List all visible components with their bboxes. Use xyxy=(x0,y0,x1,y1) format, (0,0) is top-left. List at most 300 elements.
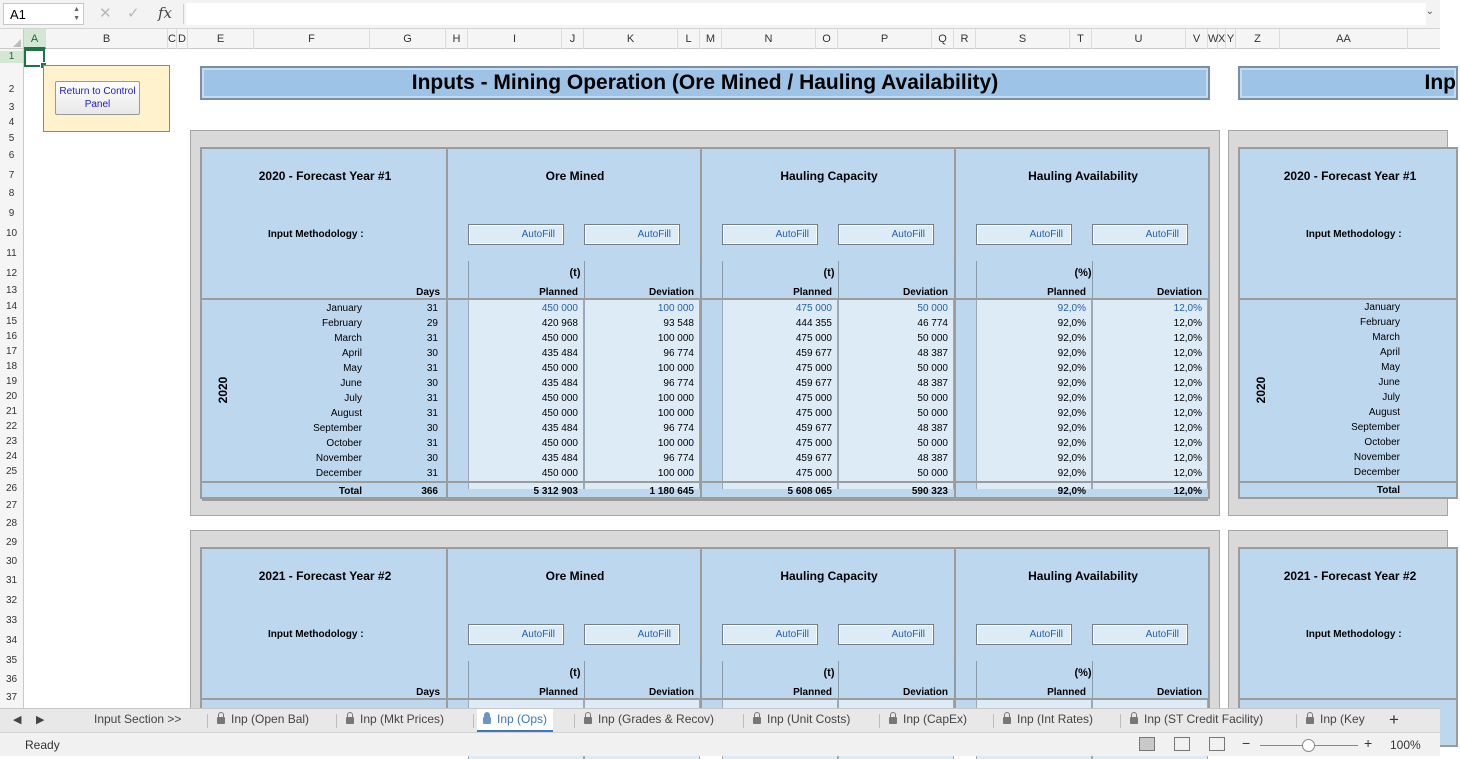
value-cell[interactable]: 450 000 xyxy=(541,393,578,404)
days-value: 31 xyxy=(426,303,438,314)
row-header-9[interactable]: 9 xyxy=(8,208,15,219)
column-header-v[interactable]: V xyxy=(1186,29,1208,49)
column-header-a[interactable]: A xyxy=(24,29,46,49)
deviation-header: Deviation xyxy=(1156,287,1202,298)
total-value: 5 312 903 xyxy=(533,486,578,497)
value-cell[interactable]: 450 000 xyxy=(541,363,578,374)
header-divider xyxy=(1092,661,1093,699)
sheet-tab-inp-int-rates[interactable] xyxy=(997,709,1099,732)
value-cell[interactable]: 92,0% xyxy=(1057,408,1086,419)
row-header-31[interactable]: 31 xyxy=(5,575,18,586)
value-cell[interactable]: 459 677 xyxy=(795,378,832,389)
column-header-n[interactable]: N xyxy=(722,29,816,49)
days-value: 30 xyxy=(426,348,438,359)
input-methodology-label: Input Methodology : xyxy=(268,629,364,640)
value-cell[interactable]: 12,0% xyxy=(1173,348,1202,359)
value-cell[interactable]: 92,0% xyxy=(1057,318,1086,329)
deviation-header: Deviation xyxy=(902,287,948,298)
input-cell[interactable]: 100 000 xyxy=(657,303,694,314)
section-title-hauling-capacity: Hauling Capacity xyxy=(780,569,878,583)
next-sheet-icon[interactable]: ▶ xyxy=(36,714,45,726)
lock-icon xyxy=(889,717,897,724)
zoom-level: 100% xyxy=(1390,738,1421,752)
sheet-tab-label: Inp (Open Bal) xyxy=(231,712,310,726)
input-methodology-label: Input Methodology : xyxy=(1306,229,1402,240)
column-header-e[interactable]: E xyxy=(188,29,254,49)
row-header-37[interactable]: 37 xyxy=(5,692,18,703)
row-header-15[interactable]: 15 xyxy=(5,316,18,327)
autofill-button[interactable]: AutoFill xyxy=(1092,224,1188,245)
row-header-26[interactable]: 26 xyxy=(5,483,18,494)
row-header-21[interactable]: 21 xyxy=(5,406,18,417)
column-header-l[interactable]: L xyxy=(678,29,700,49)
input-cell[interactable]: 50 000 xyxy=(917,303,948,314)
forecast-year-title: 2021 - Forecast Year #2 xyxy=(258,569,392,583)
column-header-m[interactable]: M xyxy=(700,29,722,49)
zoom-out-icon[interactable]: − xyxy=(1242,735,1251,751)
column-header-j[interactable]: J xyxy=(562,29,584,49)
month-label: March xyxy=(1372,332,1400,343)
row-header-6[interactable]: 6 xyxy=(8,150,15,161)
tab-separator xyxy=(473,714,474,728)
row-header-13[interactable]: 13 xyxy=(5,285,18,296)
value-cell[interactable]: 100 000 xyxy=(657,333,694,344)
row-header-11[interactable]: 11 xyxy=(6,248,17,259)
sheet-tab-inp-ops[interactable] xyxy=(477,709,553,732)
value-cell[interactable]: 475 000 xyxy=(795,393,832,404)
row-header-3[interactable]: 3 xyxy=(8,102,15,113)
add-sheet-icon[interactable]: + xyxy=(1389,710,1399,729)
row-header-27[interactable]: 27 xyxy=(5,500,18,511)
value-cell[interactable]: 50 000 xyxy=(917,333,948,344)
value-cell[interactable]: 100 000 xyxy=(657,363,694,374)
column-header-aa[interactable]: AA xyxy=(1280,29,1408,49)
month-label: October xyxy=(1364,437,1400,448)
header-divider xyxy=(1208,661,1209,699)
month-label: July xyxy=(1382,392,1400,403)
value-cell[interactable]: 100 000 xyxy=(657,393,694,404)
month-label: September xyxy=(313,423,362,434)
value-cell[interactable]: 459 677 xyxy=(795,348,832,359)
column-header-r[interactable]: R xyxy=(954,29,976,49)
autofill-button[interactable]: AutoFill xyxy=(722,624,818,645)
sheet-tab-label: Inp (CapEx) xyxy=(903,712,968,726)
days-header: Days xyxy=(416,287,440,298)
input-cell[interactable]: 12,0% xyxy=(1173,303,1202,314)
value-cell[interactable]: 450 000 xyxy=(541,468,578,479)
function-icon[interactable]: fx xyxy=(158,4,173,22)
column-header-f[interactable]: F xyxy=(254,29,370,49)
row-header-7[interactable]: 7 xyxy=(8,170,15,181)
forecast-year-1-table xyxy=(200,147,1210,499)
days-value: 31 xyxy=(426,393,438,404)
value-cell[interactable]: 48 387 xyxy=(917,348,948,359)
name-box[interactable] xyxy=(3,3,84,25)
value-cell[interactable]: 92,0% xyxy=(1057,438,1086,449)
section-title-hauling-capacity: Hauling Capacity xyxy=(780,169,878,183)
value-cell[interactable]: 48 387 xyxy=(917,423,948,434)
value-cell[interactable]: 96 774 xyxy=(663,378,694,389)
total-rule xyxy=(202,481,1208,483)
unit-label: (t) xyxy=(569,267,581,279)
month-label: December xyxy=(315,468,362,479)
tab-separator xyxy=(993,714,994,728)
sheet-tab-label: Inp (Ops) xyxy=(497,712,548,726)
value-cell[interactable]: 46 774 xyxy=(917,318,948,329)
header-rule xyxy=(1240,298,1456,300)
planned-header: Planned xyxy=(539,687,578,698)
header-divider xyxy=(468,261,469,299)
value-cell[interactable]: 50 000 xyxy=(917,468,948,479)
tab-separator xyxy=(879,714,880,728)
value-cell[interactable]: 475 000 xyxy=(795,363,832,374)
sheet-tab-label: Inp (Key xyxy=(1320,712,1365,726)
total-value: 1 180 645 xyxy=(649,486,694,497)
value-cell[interactable]: 12,0% xyxy=(1173,453,1202,464)
total-value: 12,0% xyxy=(1173,486,1202,497)
column-header-y[interactable]: Y xyxy=(1226,29,1236,49)
month-label: September xyxy=(1351,422,1400,433)
table-row xyxy=(202,406,1208,421)
value-cell[interactable]: 12,0% xyxy=(1173,363,1202,374)
year-vertical-label: 2020 xyxy=(216,376,230,404)
row-header-17[interactable]: 17 xyxy=(5,346,18,357)
autofill-button[interactable]: AutoFill xyxy=(584,224,680,245)
header-divider xyxy=(838,661,839,699)
table-row xyxy=(202,376,1208,391)
worksheet-grid[interactable] xyxy=(24,49,1456,708)
row-header-12[interactable]: 12 xyxy=(5,268,18,279)
value-cell[interactable]: 12,0% xyxy=(1173,393,1202,404)
value-cell[interactable]: 12,0% xyxy=(1173,378,1202,389)
column-header-i[interactable]: I xyxy=(468,29,562,49)
value-cell[interactable]: 459 677 xyxy=(795,453,832,464)
header-divider xyxy=(954,261,955,299)
value-cell[interactable]: 50 000 xyxy=(917,408,948,419)
check-icon[interactable]: ✓ xyxy=(127,5,140,22)
unit-label: (%) xyxy=(1074,267,1092,279)
value-cell[interactable]: 93 548 xyxy=(663,318,694,329)
column-header-w[interactable]: W xyxy=(1208,29,1218,49)
row-header-16[interactable]: 16 xyxy=(5,331,18,342)
value-cell[interactable]: 92,0% xyxy=(1057,333,1086,344)
cancel-icon[interactable]: ✕ xyxy=(99,5,112,22)
row-header-1[interactable]: 1 xyxy=(0,51,23,63)
value-cell[interactable]: 92,0% xyxy=(1057,378,1086,389)
days-value: 31 xyxy=(426,408,438,419)
row-header-5[interactable]: 5 xyxy=(8,133,15,144)
row-headers xyxy=(0,49,24,708)
sheet-tab-inp-grades-recov[interactable] xyxy=(578,709,720,732)
days-value: 31 xyxy=(426,468,438,479)
value-cell[interactable]: 96 774 xyxy=(663,348,694,359)
value-cell[interactable]: 48 387 xyxy=(917,453,948,464)
select-all-corner[interactable] xyxy=(0,29,24,49)
status-bar xyxy=(0,732,1440,756)
value-cell[interactable]: 48 387 xyxy=(917,378,948,389)
value-cell[interactable]: 475 000 xyxy=(795,468,832,479)
input-cell[interactable]: 475 000 xyxy=(795,303,832,314)
unit-label: (t) xyxy=(823,267,835,279)
table-row xyxy=(202,436,1208,451)
sheet-tab-inp-st-credit-facility[interactable] xyxy=(1124,709,1269,732)
column-header-s[interactable]: S xyxy=(976,29,1070,49)
expand-formula-bar-icon[interactable]: ⌄ xyxy=(1425,6,1434,17)
row-header-29[interactable]: 29 xyxy=(5,537,18,548)
forecast-year-1-panel xyxy=(190,130,1220,516)
month-label: April xyxy=(341,348,362,359)
row-header-10[interactable]: 10 xyxy=(5,228,18,239)
total-value: 5 608 065 xyxy=(787,486,832,497)
row-header-35[interactable]: 35 xyxy=(5,655,18,666)
days-value: 30 xyxy=(426,378,438,389)
autofill-button[interactable]: AutoFill xyxy=(468,624,564,645)
value-cell[interactable]: 12,0% xyxy=(1173,438,1202,449)
planned-header: Planned xyxy=(793,287,832,298)
value-cell[interactable]: 475 000 xyxy=(795,408,832,419)
row-header-28[interactable]: 28 xyxy=(5,518,18,529)
tab-separator xyxy=(336,714,337,728)
sheet-tab-label: Inp (Unit Costs) xyxy=(767,712,851,726)
autofill-button[interactable]: AutoFill xyxy=(722,224,818,245)
section-title-hauling-availability: Hauling Availability xyxy=(1028,169,1138,183)
header-divider xyxy=(1092,261,1093,299)
value-cell[interactable]: 100 000 xyxy=(657,438,694,449)
header-divider xyxy=(468,661,469,699)
row-header-23[interactable]: 23 xyxy=(5,436,18,447)
sheet-title-right: Inp xyxy=(1424,71,1456,94)
autofill-button[interactable]: AutoFill xyxy=(838,624,934,645)
sheet-tab-label: Input Section >> xyxy=(94,712,182,726)
value-cell[interactable]: 92,0% xyxy=(1057,468,1086,479)
header-divider xyxy=(700,661,701,699)
value-cell[interactable]: 12,0% xyxy=(1173,423,1202,434)
formula-bar xyxy=(0,0,1440,29)
value-cell[interactable]: 50 000 xyxy=(917,438,948,449)
autofill-button[interactable]: AutoFill xyxy=(468,224,564,245)
value-cell[interactable]: 12,0% xyxy=(1173,408,1202,419)
row-header-4[interactable]: 4 xyxy=(8,117,15,128)
value-cell[interactable]: 92,0% xyxy=(1057,423,1086,434)
column-header-x[interactable]: X xyxy=(1218,29,1226,49)
sheet-tab-inp-open-bal[interactable] xyxy=(211,709,315,732)
value-cell[interactable]: 459 677 xyxy=(795,423,832,434)
row-header-25[interactable]: 25 xyxy=(5,466,18,477)
column-header-p[interactable]: P xyxy=(838,29,932,49)
sheet-tab-label: Inp (Mkt Prices) xyxy=(360,712,445,726)
autofill-button[interactable]: AutoFill xyxy=(976,224,1072,245)
column-header-g[interactable]: G xyxy=(370,29,446,49)
table-row xyxy=(202,421,1208,436)
column-header-q[interactable]: Q xyxy=(932,29,954,49)
column-header-k[interactable]: K xyxy=(584,29,678,49)
days-value: 29 xyxy=(426,318,438,329)
row-header-30[interactable]: 30 xyxy=(5,556,18,567)
table-row xyxy=(202,466,1208,481)
status-text: Ready xyxy=(25,738,60,752)
row-header-24[interactable]: 24 xyxy=(5,451,18,462)
month-label: February xyxy=(321,318,362,329)
row-header-20[interactable]: 20 xyxy=(5,391,18,402)
sheet-tab-label: Inp (ST Credit Facility) xyxy=(1144,712,1264,726)
value-cell[interactable]: 444 355 xyxy=(795,318,832,329)
header-divider xyxy=(1208,261,1209,299)
table-row xyxy=(202,361,1208,376)
zoom-in-icon[interactable]: + xyxy=(1364,735,1373,751)
value-cell[interactable]: 475 000 xyxy=(795,333,832,344)
column-header-b[interactable]: B xyxy=(46,29,168,49)
lock-icon xyxy=(753,717,761,724)
normal-view-icon[interactable] xyxy=(1139,737,1155,751)
column-header-h[interactable]: H xyxy=(446,29,468,49)
column-header-c[interactable]: C xyxy=(168,29,177,49)
value-cell[interactable]: 92,0% xyxy=(1057,393,1086,404)
active-cell-a1[interactable] xyxy=(24,49,45,67)
header-rule xyxy=(1240,698,1456,700)
unit-label: (t) xyxy=(569,667,581,679)
days-value: 30 xyxy=(426,423,438,434)
sheet-tab-bar xyxy=(0,708,1440,732)
month-label: June xyxy=(340,378,362,389)
row-header-14[interactable]: 14 xyxy=(5,301,18,312)
days-value: 31 xyxy=(426,333,438,344)
return-to-control-panel-button[interactable]: Return to Control Panel xyxy=(55,81,140,115)
value-cell[interactable]: 92,0% xyxy=(1057,348,1086,359)
column-header-z[interactable]: Z xyxy=(1236,29,1280,49)
month-label: August xyxy=(330,408,362,419)
autofill-button[interactable]: AutoFill xyxy=(976,624,1072,645)
month-label: February xyxy=(1359,317,1400,328)
row-header-22[interactable]: 22 xyxy=(5,421,18,432)
sheet-tab-inp-key[interactable] xyxy=(1300,709,1371,732)
sheet-title: Inputs - Mining Operation (Ore Mined / Hauling Availability) xyxy=(411,71,999,94)
lock-icon xyxy=(1003,717,1011,724)
sheet-tab-inp-unit-costs[interactable] xyxy=(747,709,856,732)
value-cell[interactable]: 100 000 xyxy=(657,408,694,419)
month-label: May xyxy=(1381,362,1400,373)
header-divider xyxy=(722,661,723,699)
tab-separator xyxy=(743,714,744,728)
value-cell[interactable]: 435 484 xyxy=(541,378,578,389)
value-cell[interactable]: 450 000 xyxy=(541,408,578,419)
zoom-slider-handle[interactable] xyxy=(1302,739,1315,752)
input-cell[interactable]: 92,0% xyxy=(1057,303,1086,314)
column-header-o[interactable]: O xyxy=(816,29,838,49)
page-break-view-icon[interactable] xyxy=(1209,737,1225,751)
autofill-button[interactable]: AutoFill xyxy=(838,224,934,245)
column-header-d[interactable]: D xyxy=(177,29,188,49)
row-header-8[interactable]: 8 xyxy=(8,188,15,199)
formula-separator xyxy=(183,4,184,24)
bottom-rule xyxy=(202,499,1208,501)
value-cell[interactable]: 420 968 xyxy=(541,318,578,329)
row-header-32[interactable]: 32 xyxy=(5,595,18,606)
row-header-34[interactable]: 34 xyxy=(5,635,18,646)
year-vertical-label: 2020 xyxy=(1254,376,1268,404)
value-cell[interactable]: 96 774 xyxy=(663,423,694,434)
row-header-2[interactable]: 2 xyxy=(8,84,15,95)
tab-separator xyxy=(207,714,208,728)
value-cell[interactable]: 100 000 xyxy=(657,468,694,479)
value-cell[interactable]: 435 484 xyxy=(541,348,578,359)
month-label: October xyxy=(326,438,362,449)
sheet-tab-inp-capex[interactable] xyxy=(883,709,973,732)
month-label: December xyxy=(1353,467,1400,478)
forecast-year-title: 2020 - Forecast Year #1 xyxy=(1283,169,1417,183)
tab-separator xyxy=(1296,714,1297,728)
autofill-button[interactable]: AutoFill xyxy=(584,624,680,645)
value-cell[interactable]: 50 000 xyxy=(917,363,948,374)
total-value: 92,0% xyxy=(1057,486,1086,497)
sheet-tab-inp-mkt-prices[interactable] xyxy=(340,709,450,732)
value-cell[interactable]: 450 000 xyxy=(541,333,578,344)
name-box-dropdown-icon[interactable]: ▲ ▼ xyxy=(73,6,80,22)
row-header-36[interactable]: 36 xyxy=(5,674,18,685)
unit-label: (%) xyxy=(1074,667,1092,679)
forecast-year-1-panel-right xyxy=(1228,130,1448,516)
header-divider xyxy=(700,261,701,299)
column-header-t[interactable]: T xyxy=(1070,29,1092,49)
row-header-33[interactable]: 33 xyxy=(5,615,18,626)
value-cell[interactable]: 96 774 xyxy=(663,453,694,464)
value-cell[interactable]: 12,0% xyxy=(1173,468,1202,479)
previous-sheet-icon[interactable]: ◀ xyxy=(13,714,22,726)
days-header: Days xyxy=(416,687,440,698)
month-label: August xyxy=(1368,407,1400,418)
header-divider xyxy=(976,261,977,299)
header-divider xyxy=(722,261,723,299)
sheet-tab-input-section[interactable] xyxy=(88,709,187,732)
value-cell[interactable]: 435 484 xyxy=(541,423,578,434)
value-cell[interactable]: 92,0% xyxy=(1057,363,1086,374)
header-divider xyxy=(584,661,585,699)
value-cell[interactable]: 435 484 xyxy=(541,453,578,464)
value-cell[interactable]: 450 000 xyxy=(541,438,578,449)
lock-icon xyxy=(584,717,592,724)
column-header-u[interactable]: U xyxy=(1092,29,1186,49)
month-label: May xyxy=(343,363,362,374)
input-cell[interactable]: 450 000 xyxy=(541,303,578,314)
column-headers xyxy=(0,29,1440,49)
header-divider xyxy=(954,661,955,699)
tab-separator xyxy=(574,714,575,728)
value-cell[interactable]: 12,0% xyxy=(1173,318,1202,329)
value-cell[interactable]: 12,0% xyxy=(1173,333,1202,344)
page-layout-view-icon[interactable] xyxy=(1174,737,1190,751)
autofill-button[interactable]: AutoFill xyxy=(1092,624,1188,645)
value-cell[interactable]: 475 000 xyxy=(795,438,832,449)
formula-input[interactable] xyxy=(186,3,1426,25)
deviation-header: Deviation xyxy=(902,687,948,698)
input-methodology-label: Input Methodology : xyxy=(1306,629,1402,640)
row-header-19[interactable]: 19 xyxy=(5,376,18,387)
value-cell[interactable]: 50 000 xyxy=(917,393,948,404)
total-label: Total xyxy=(1376,485,1400,496)
planned-header: Planned xyxy=(1047,287,1086,298)
section-title-ore-mined: Ore Mined xyxy=(545,169,605,183)
days-value: 30 xyxy=(426,453,438,464)
table-row xyxy=(202,451,1208,466)
month-label: April xyxy=(1379,347,1400,358)
lock-icon xyxy=(483,717,491,724)
tab-separator xyxy=(1120,714,1121,728)
section-title-ore-mined: Ore Mined xyxy=(545,569,605,583)
row-header-18[interactable]: 18 xyxy=(5,361,18,372)
value-cell[interactable]: 92,0% xyxy=(1057,453,1086,464)
deviation-header: Deviation xyxy=(1156,687,1202,698)
month-label: March xyxy=(334,333,362,344)
days-value: 31 xyxy=(426,363,438,374)
